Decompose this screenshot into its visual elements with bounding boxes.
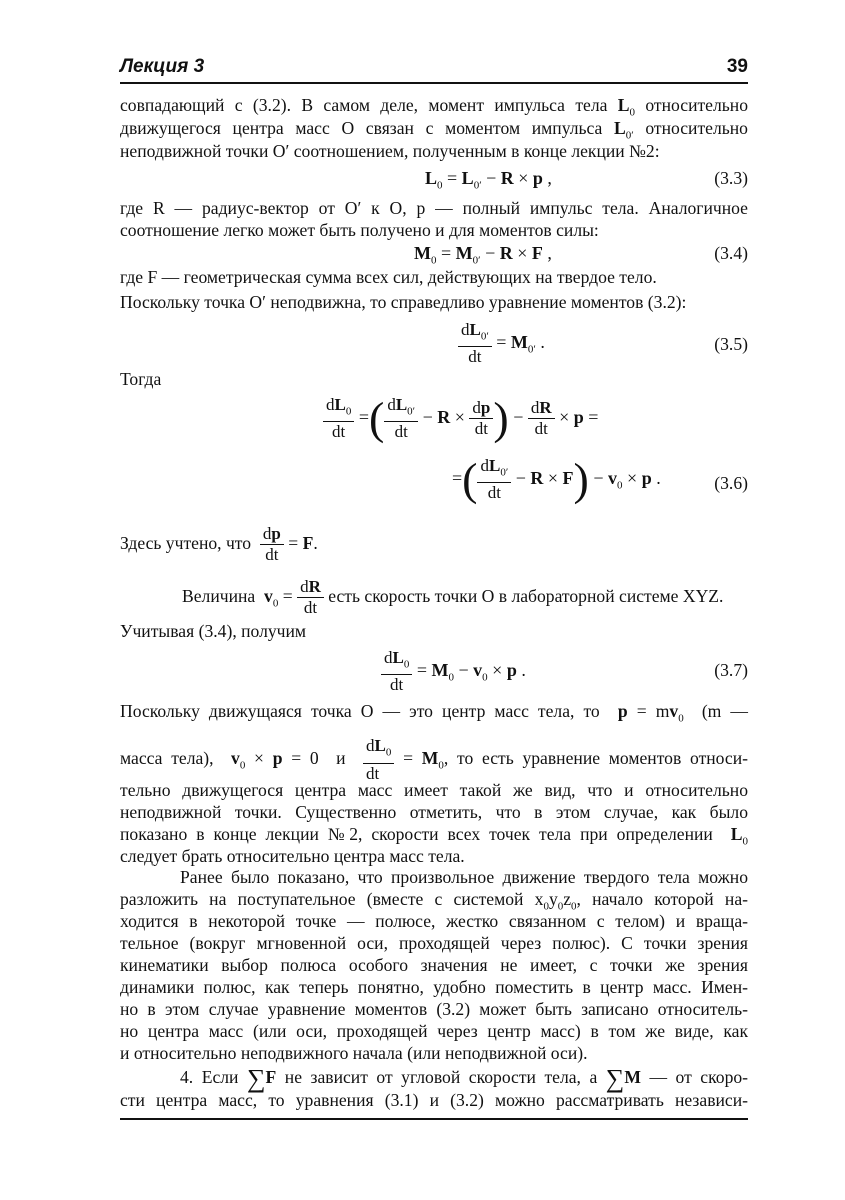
equation-number: (3.5) <box>714 334 748 354</box>
footer-rule <box>120 1118 748 1120</box>
equation-3-6-line1: $\frac{dL_0}{dt}$ =( $\frac{dL_{0'}}{dt}$ − R × $\frac{dp}{dt}$ ) − $\frac{dR}{dt}$ × p = <box>323 395 598 442</box>
equation-number: (3.4) <box>714 243 748 263</box>
text-line: Ранее было показано, что произвольное движение твердого тела можно <box>180 867 748 887</box>
text-line: разложить на поступательное (вместе с системой $x_0y_0z_0$, начало которой на- <box>120 889 748 913</box>
text-line: где R — радиус-вектор от О′ к О, p — полный импульс тела. Аналогичное <box>120 198 748 218</box>
text-line: Величина $v_0$ = $\frac{dR}{dt}$ есть скорость точки О в лабораторной системе XYZ. <box>182 577 724 618</box>
text-line: движущегося центра масс О связан с моментом импульса $L_{0'}$ относительно <box>120 118 748 142</box>
text-line: показано в конце лекции №2, скорости всех точек тела при определении $L_0$ <box>120 824 749 848</box>
text-line: где F — геометрическая сумма всех сил, действующих на твердое тело. <box>120 267 657 287</box>
text-line: тельно движущегося центра масс имеет такой же вид, что и относительно <box>120 780 748 800</box>
equation-3-5: $\frac{dL_{0'}}{dt}$ = $M_{0'}$ . <box>458 320 545 367</box>
text-line: кинематики выбор полюса особого значения не имеет, с точки же зрения <box>120 955 748 975</box>
text-line: Тогда <box>120 369 162 389</box>
text-line: ходится в некоторой точке — полюсе, жестко связанном с телом) и враща- <box>120 911 748 931</box>
text-line: совпадающий с (3.2). В самом деле, момент импульса тела $L_0$ относительно <box>120 95 749 119</box>
equation-3-7: $\frac{dL_0}{dt}$ = $M_0 - v_0 \times p$ . <box>381 648 526 695</box>
text-line: следует брать относительно центра масс тела. <box>120 846 465 866</box>
text-line: но в этом случае уравнение моментов (3.2) может быть записано относитель- <box>120 999 748 1019</box>
text-line: Поскольку движущаяся точка О — это центр масс тела, то $p = mv_0$ (m — <box>120 701 749 725</box>
equation-number: (3.7) <box>714 660 748 680</box>
text-line: масса тела), $v_0 \times p = 0$ и $\frac{dL_0}{dt}$ = $M_0$, то есть уравнение моментов относи- <box>120 736 748 783</box>
text-line: и относительно неподвижного начала (или неподвижной оси). <box>120 1043 588 1063</box>
text-line: но центра масс (или оси, проходящей через центр масс) в том же виде, как <box>120 1021 748 1041</box>
text-line: Здесь учтено, что $\frac{dp}{dt}$ = F. <box>120 524 318 565</box>
text-line: Поскольку точка О′ неподвижна, то справедливо уравнение моментов (3.2): <box>120 292 687 312</box>
page-number: 39 <box>726 56 748 77</box>
equation-number: (3.3) <box>714 168 748 188</box>
page-header <box>120 56 748 82</box>
text-line: 4. Если ∑F не зависит от угловой скорости тела, а ∑M — от скоро- <box>180 1064 749 1093</box>
header-rule <box>120 82 748 84</box>
text-line: Учитывая (3.4), получим <box>120 621 307 641</box>
text-line: сти центра масс, то уравнения (3.1) и (3.2) можно рассматривать независи- <box>120 1090 748 1110</box>
equation-3-4: $M_0 = M_{0'} - R \times F$ , <box>414 243 552 267</box>
lecture-title: Лекция 3 <box>120 56 205 77</box>
equation-3-3: $L_0 = L_{0'} - R \times p$ , <box>425 168 552 192</box>
text-line: соотношение легко может быть получено и для моментов силы: <box>120 220 599 240</box>
text-line: динамики полюс, как теперь понятно, удобно поместить в центр масс. Имен- <box>120 977 748 997</box>
equation-number: (3.6) <box>714 473 748 493</box>
text-line: неподвижной точки О′ соотношением, полученным в конце лекции №2: <box>120 141 660 161</box>
text-line: неподвижной точки. Существенно отметить, что в этом случае, как было <box>120 802 748 822</box>
text-line: тельное (вокруг мгновенной оси, проходящей через полюс). С точки зрения <box>120 933 748 953</box>
equation-3-6-line2: =( $\frac{dL_{0'}}{dt}$ − $R \times F) - v_0 \times p$ . <box>452 453 661 505</box>
